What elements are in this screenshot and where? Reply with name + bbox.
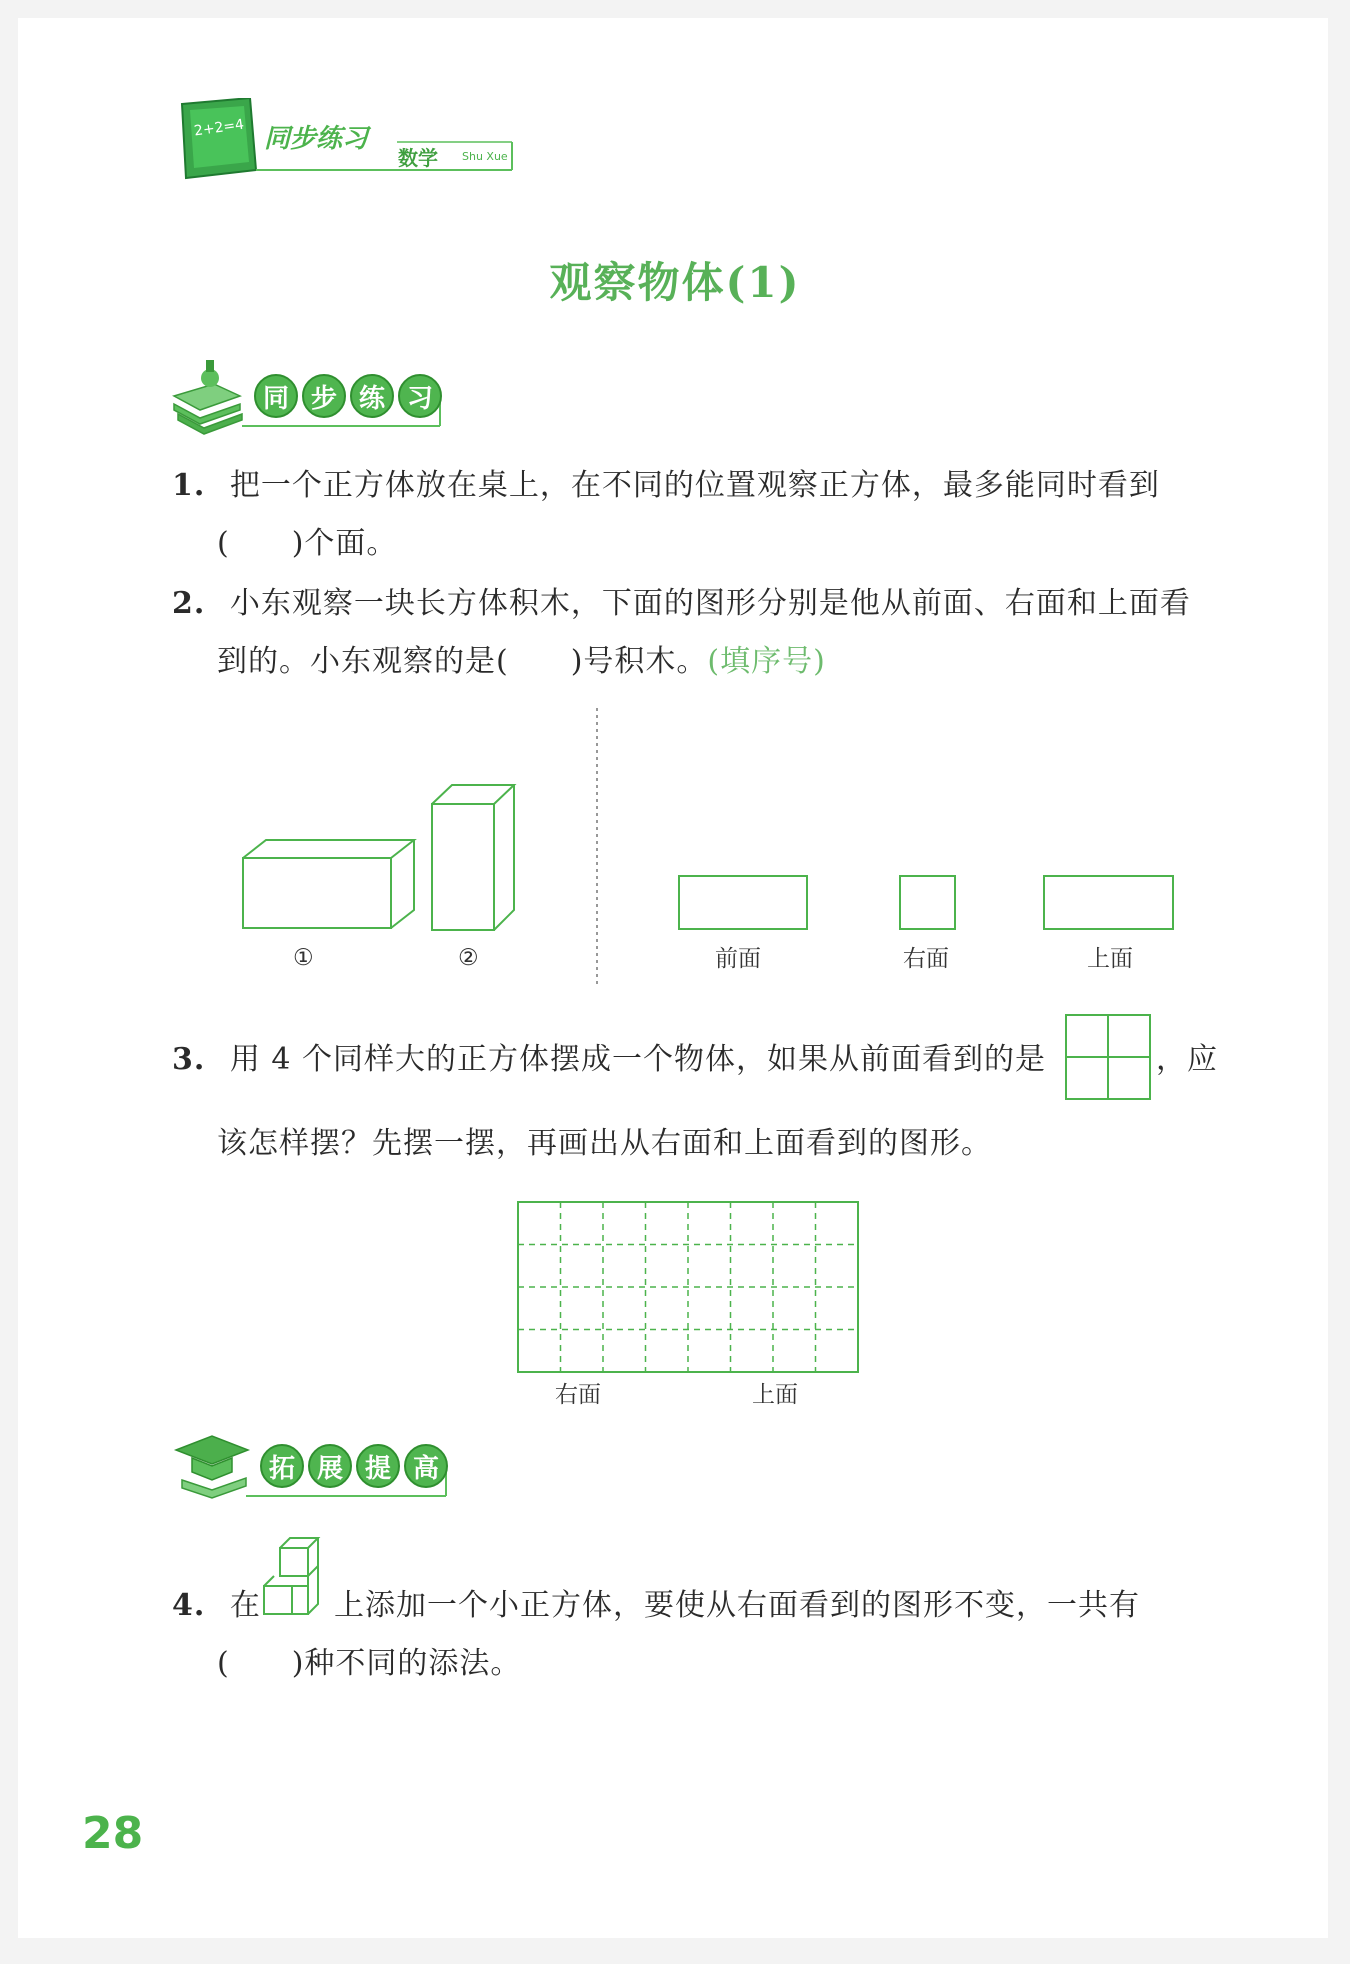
block-1-label: ①: [293, 945, 314, 971]
question-number: 3.: [172, 1042, 206, 1077]
question-2: [172, 574, 1212, 634]
front-view-label: 前面: [715, 946, 761, 972]
question-number: 1.: [172, 468, 206, 503]
board-text: 2+2=4: [193, 116, 246, 140]
question-number: 4.: [172, 1588, 206, 1623]
header-logo: [172, 98, 522, 190]
question-4-line2: ( )种不同的添法。: [217, 1646, 522, 1681]
section-char: 拓: [260, 1444, 304, 1488]
page-title: 观察物体(1): [549, 258, 801, 307]
section-char: 习: [398, 374, 442, 418]
question-4-line1: 上添加一个小正方体，要使从右面看到的图形不变，一共有: [334, 1588, 1140, 1623]
question-text: 小东观察一块长方体积木，下面的图形分别是他从前面、右面和上面看: [229, 586, 1191, 621]
right-view-rect: [900, 876, 955, 929]
question-2-line2: [217, 632, 826, 692]
right-view-label: 右面: [903, 946, 949, 972]
question-1-line2: ( )个面。: [217, 526, 398, 561]
question-text: 在: [229, 1588, 261, 1623]
front-view-rect: [679, 876, 807, 929]
grid-right-label: 右面: [555, 1382, 601, 1408]
drawing-grid[interactable]: [516, 1200, 862, 1376]
question-text: 到的。小东观察的是( )号积木。: [217, 644, 708, 679]
block-1-prism: [243, 840, 414, 928]
section-sync-practice: [170, 356, 445, 436]
section-char: 同: [254, 374, 298, 418]
block-2-prism: [432, 785, 514, 930]
q2-figures: [0, 700, 1350, 1000]
section-char: 高: [404, 1444, 448, 1488]
question-4: [172, 1576, 261, 1636]
subject-name: 数学: [398, 146, 438, 170]
section-char: 步: [302, 374, 346, 418]
section-extension: [172, 1424, 452, 1506]
fill-hint: (填序号): [707, 644, 826, 679]
top-view-rect: [1044, 876, 1173, 929]
question-1: [172, 456, 1212, 516]
question-3-line1-end: ，应: [1156, 1042, 1218, 1077]
subject-pinyin: Shu Xue: [462, 150, 508, 163]
page-number: 28: [82, 1808, 144, 1859]
top-view-label: 上面: [1087, 946, 1133, 972]
series-name: 同步练习: [264, 124, 369, 154]
question-3-line2: 该怎样摆？先摆一摆，再画出从右面和上面看到的图形。: [217, 1126, 992, 1161]
section-char: 练: [350, 374, 394, 418]
section-char: 提: [356, 1444, 400, 1488]
front-view-2x2-icon: [1064, 1013, 1152, 1101]
cube-stack-icon: [262, 1534, 330, 1624]
block-2-label: ②: [458, 945, 479, 971]
grid-top-label: 上面: [752, 1382, 798, 1408]
question-text: 用 4 个同样大的正方体摆成一个物体，如果从前面看到的是: [229, 1042, 1047, 1077]
question-text: 把一个正方体放在桌上，在不同的位置观察正方体，最多能同时看到: [229, 468, 1160, 503]
section-char: 展: [308, 1444, 352, 1488]
question-number: 2.: [172, 586, 206, 621]
